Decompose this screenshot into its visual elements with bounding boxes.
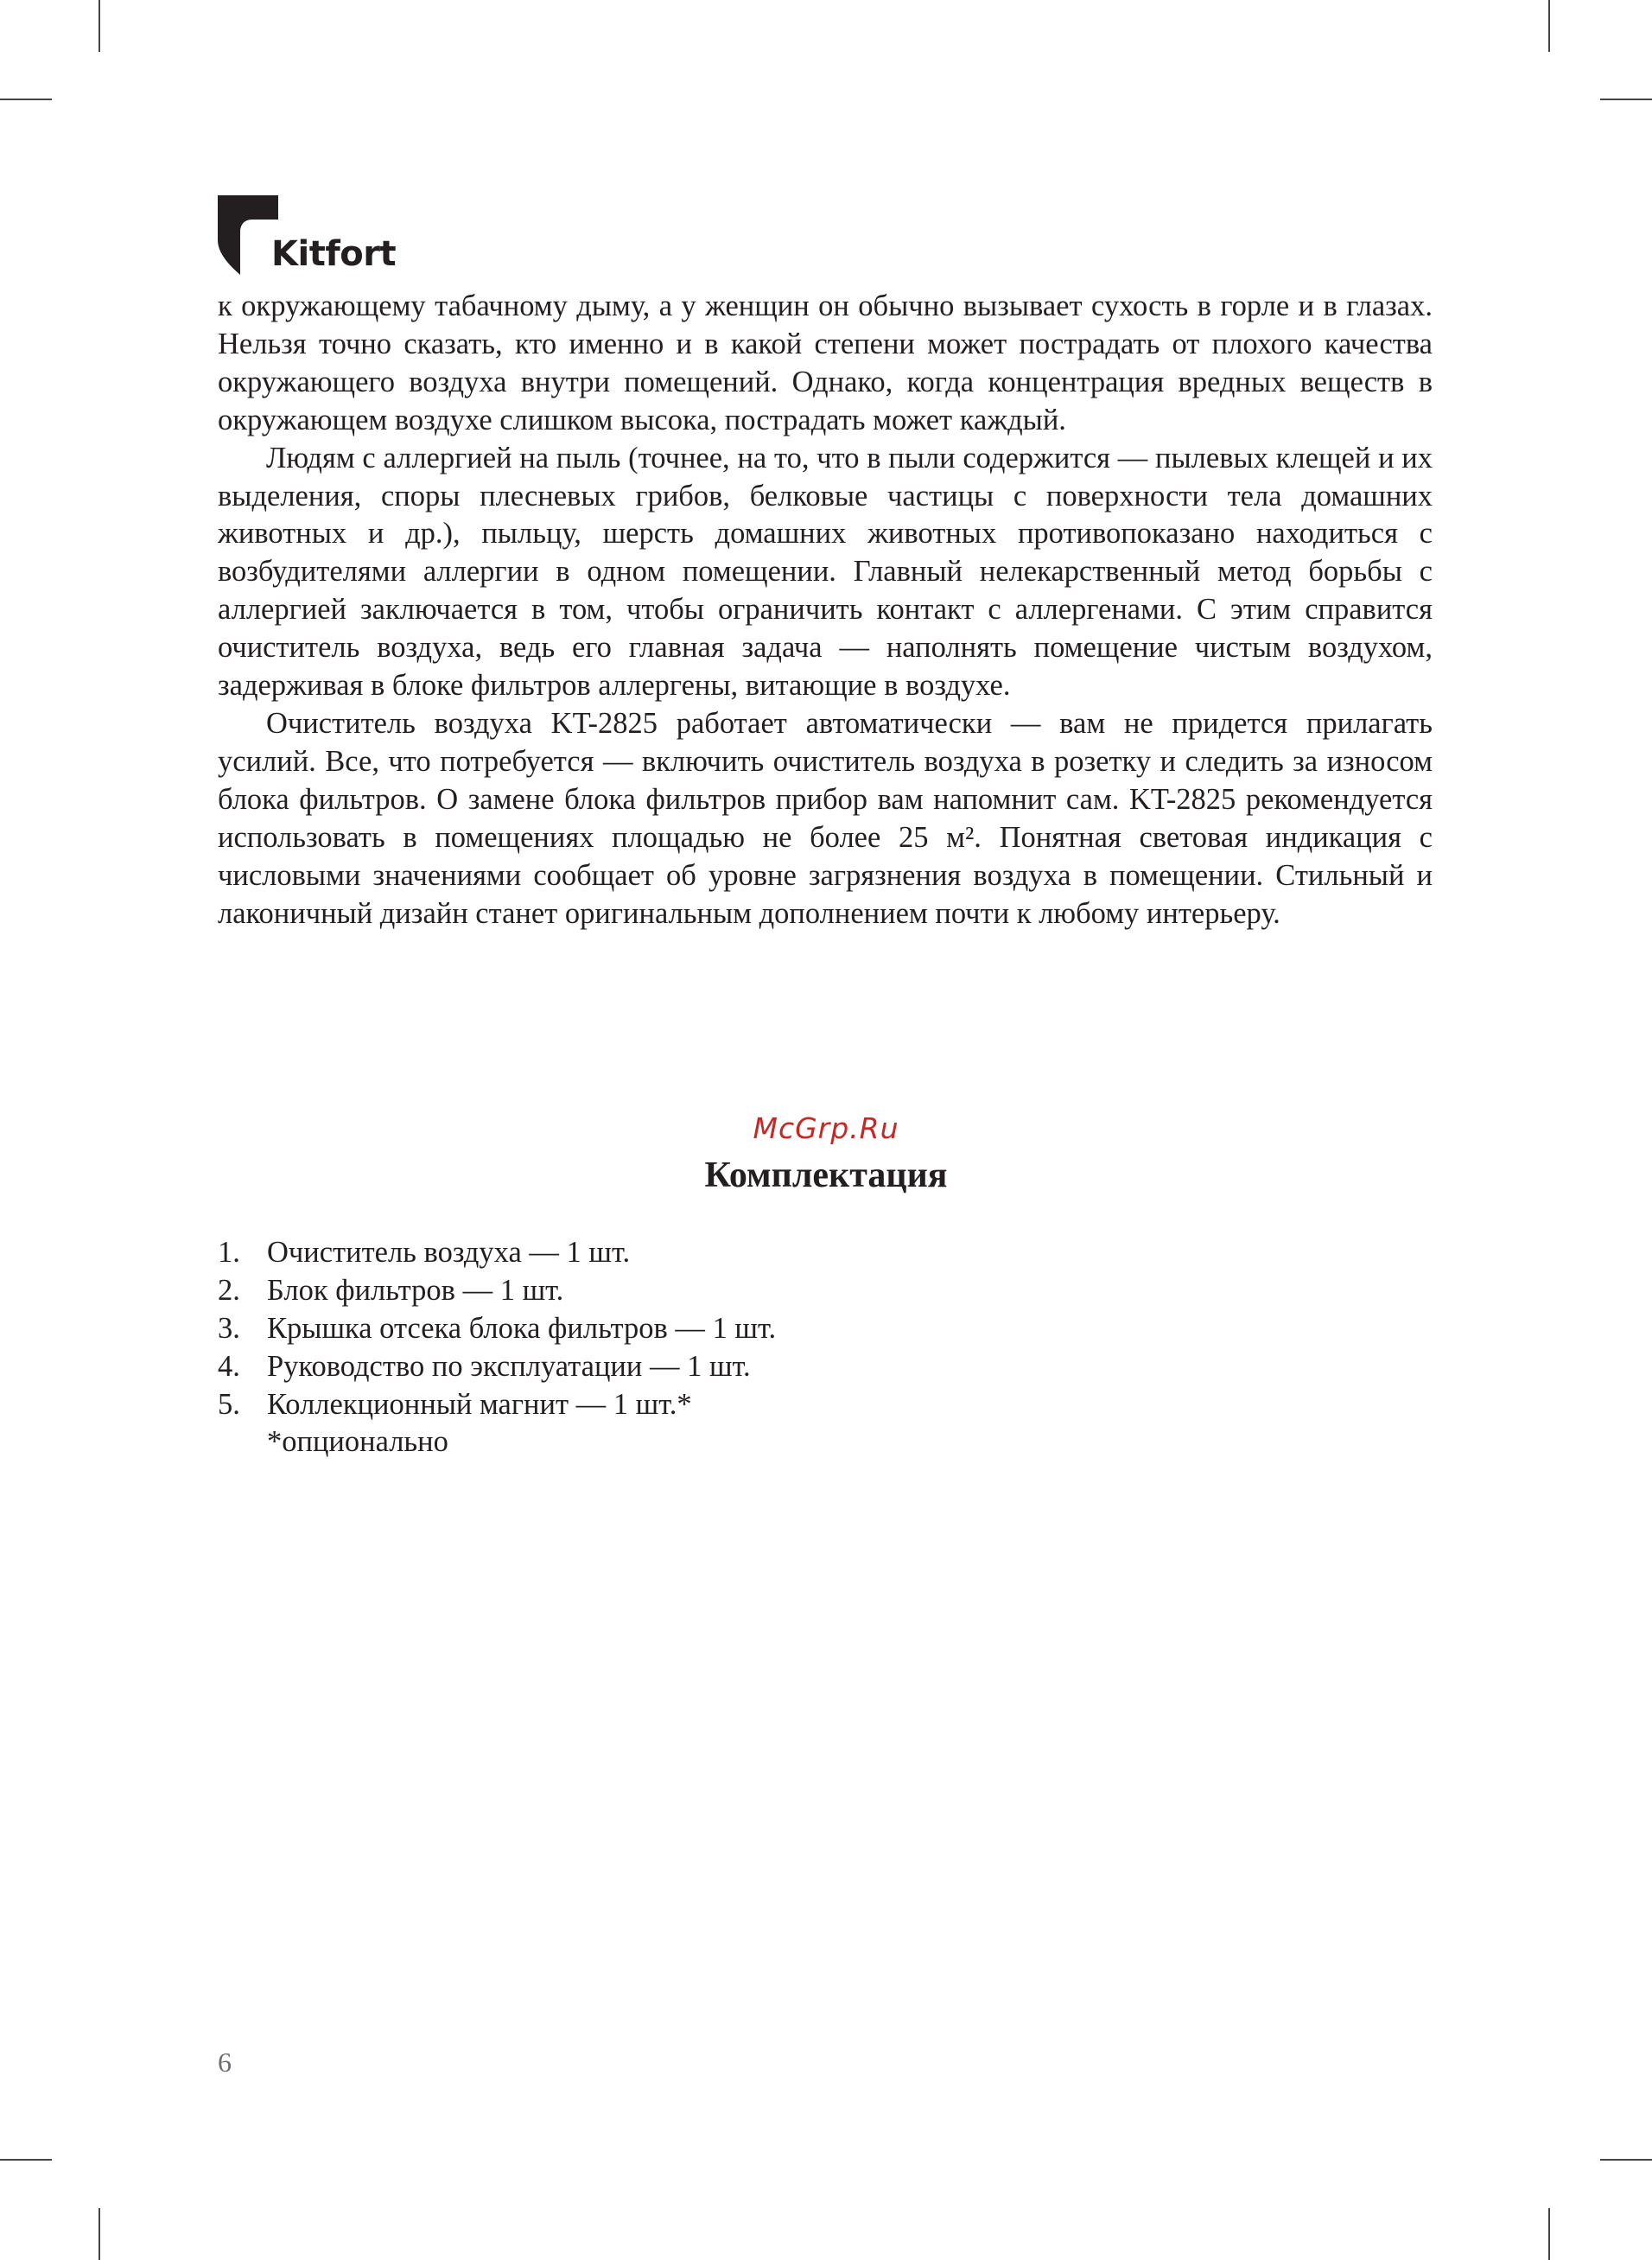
list-item-text: Очиститель воздуха — 1 шт. <box>267 1236 631 1269</box>
watermark-link[interactable]: McGrp.Ru <box>753 1111 899 1145</box>
optional-note: *опционально <box>267 1425 448 1458</box>
list-item-number: 3. <box>218 1311 240 1345</box>
kitfort-logo-icon <box>218 195 278 275</box>
crop-mark-top-right <box>1548 0 1550 52</box>
list-item <box>218 1386 776 1424</box>
list-item-text: Блок фильтров — 1 шт. <box>267 1273 564 1307</box>
list-item <box>218 1272 776 1310</box>
crop-mark-bottom-left <box>98 2208 100 2260</box>
crop-mark-top-left <box>98 0 100 52</box>
page-number: 6 <box>218 2047 232 2078</box>
list-item-number: 4. <box>218 1349 240 1383</box>
list-item <box>218 1348 776 1386</box>
list-item-text: Коллекционный магнит — 1 шт.* <box>267 1387 692 1421</box>
list-item-number: 1. <box>218 1236 240 1269</box>
list-item-number: 2. <box>218 1273 240 1307</box>
crop-mark-bottom-right <box>1548 2208 1550 2260</box>
paragraph-1: к окружающему табачному дыму, а у женщин он обычно вызывает сухость в горле и в глазах. Нельзя точно сказать, кто именно и в какой степени может пострадать от плохого качества окружающего воздуха внутри помещений. Однако, когда концентрация вредных веществ в окружающем воздухе слишком высока, пострадать может каждый. <box>218 290 1433 436</box>
crop-mark-left-bottom <box>0 2159 52 2161</box>
crop-mark-left-top <box>0 99 52 100</box>
paragraph-3: Очиститель воздуха KT-2825 работает автоматически — вам не придется прилагать усилий. Все, что потребуется — включить очиститель воздуха в розетку и следить за износом блока фильтров. О замене блока фильтров прибор вам напомнит сам. KT-2825 рекомендуется использовать в помещениях площадью не более 25 м². Понятная световая индикация с числовыми значениями сообщает об уровне загрязнения воздуха в помещении. Стильный и лаконичный дизайн станет оригинальным дополнением почти к любому интерьеру. <box>218 706 1433 930</box>
brand-logo <box>218 188 396 275</box>
section-title: Комплектация <box>704 1155 948 1195</box>
list-item-number: 5. <box>218 1387 240 1421</box>
list-item-text: Крышка отсека блока фильтров — 1 шт. <box>267 1311 777 1345</box>
crop-mark-right-top <box>1600 99 1652 100</box>
paragraph-2: Людям с аллергией на пыль (точнее, на то, что в пыли содержится — пылевых клещей и их выделения, споры плесневых грибов, белковые частицы с поверхности тела домашних животных и др.), пыльцу, шерсть домашних животных противопоказано находиться с возбудителями аллергии в одном помещении. Главный нелекарственный метод борьбы с аллергией заключается в том, чтобы ограничить контакт с аллергенами. С этим справится очиститель воздуха, ведь его главная задача — наполнять помещение чистым воздухом, задерживая в блоке фильтров аллергены, витающие в воздухе. <box>218 441 1433 703</box>
list-item-text: Руководство по эксплуатации — 1 шт. <box>267 1349 751 1383</box>
crop-mark-right-bottom <box>1600 2159 1652 2161</box>
main-text <box>218 288 1433 933</box>
package-contents-list <box>218 1234 776 1424</box>
list-item <box>218 1234 776 1272</box>
logo-wordmark: Kitfort <box>271 234 397 274</box>
list-item <box>218 1310 776 1348</box>
